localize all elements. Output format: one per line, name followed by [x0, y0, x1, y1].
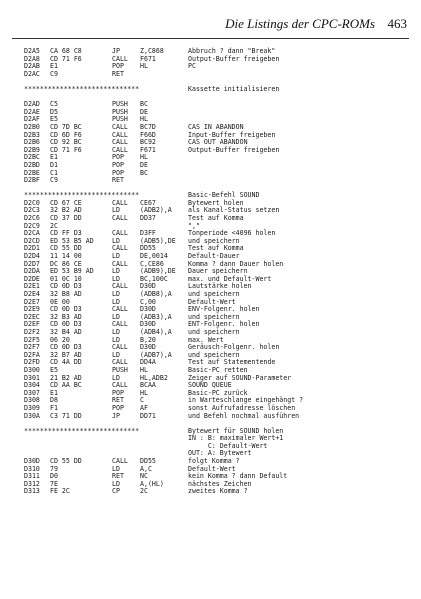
address: D2C6 [24, 214, 40, 223]
operand: C,CE86 [140, 259, 164, 268]
opcode-bytes: CD FF D3 [50, 229, 82, 238]
address: D2AC [24, 69, 40, 78]
mnemonic: JP [112, 411, 120, 420]
address: D2C9 [24, 221, 40, 230]
comment: Bytewert holen [188, 198, 244, 207]
mnemonic: LD [112, 312, 120, 321]
mnemonic: LD [112, 267, 120, 276]
address: D301 [24, 373, 40, 382]
mnemonic: PUSH [112, 107, 128, 116]
opcode-bytes: DC 86 CE [50, 259, 82, 268]
comment: sonst Aufrufadresse löschen [188, 403, 296, 412]
operand: DE,0014 [140, 252, 168, 261]
operand: DD55 [140, 457, 156, 466]
comment: Input-Buffer freigeben [188, 130, 276, 139]
operand: HL [140, 365, 148, 374]
opcode-bytes: 11 14 00 [50, 252, 82, 261]
operand: F671 [140, 54, 156, 63]
operand: D3FF [140, 229, 156, 238]
mnemonic: CALL [112, 305, 128, 314]
opcode-bytes: E1 [50, 62, 58, 71]
comment: und speichern [188, 350, 240, 359]
address: D2E4 [24, 290, 40, 298]
address: D2AE [24, 107, 40, 116]
operand: D30D [140, 305, 156, 314]
mnemonic: CALL [112, 229, 128, 238]
operand: A,C [140, 464, 152, 473]
opcode-bytes: C5 [50, 100, 58, 109]
mnemonic: LD [112, 350, 120, 359]
opcode-bytes: 32 B3 AD [50, 312, 82, 321]
mnemonic: LD [112, 290, 120, 298]
separator-stars: ***************************** [24, 426, 140, 435]
operand: HL [140, 62, 148, 71]
address: D2D1 [24, 244, 40, 253]
mnemonic: POP [112, 160, 124, 169]
assembly-listing [24, 48, 414, 496]
opcode-bytes: CD 0D D3 [50, 305, 82, 314]
operand: AF [140, 403, 148, 412]
mnemonic: POP [112, 153, 124, 162]
operand: C,00 [140, 297, 156, 306]
address: D313 [24, 487, 40, 496]
address: D2E1 [24, 282, 40, 291]
address: D2E9 [24, 305, 40, 314]
address: D2D4 [24, 252, 40, 261]
address: D2AB [24, 62, 40, 71]
operand: (ADB7),A [140, 350, 172, 359]
comment: ENV-Folgenr. holen [188, 305, 260, 314]
comment: Dauer speichern [188, 267, 248, 276]
address: D2BE [24, 168, 40, 177]
opcode-bytes: CD 55 DD [50, 457, 82, 466]
address: D2B9 [24, 145, 40, 154]
operand: HL [140, 153, 148, 162]
comment: C: Default-Wert [188, 441, 268, 450]
mnemonic: PUSH [112, 365, 128, 374]
address: D2B6 [24, 138, 40, 147]
mnemonic: CALL [112, 282, 128, 291]
section-title: Bytewert für SOUND holen [188, 426, 284, 435]
opcode-bytes: CD 7D BC [50, 122, 82, 131]
listing-line [24, 162, 414, 170]
address: D304 [24, 381, 40, 390]
opcode-bytes: D5 [50, 107, 58, 116]
comment: Default-Dauer [188, 252, 240, 261]
mnemonic: CALL [112, 320, 128, 329]
address: D2BD [24, 160, 40, 169]
opcode-bytes: CD 37 DD [50, 214, 82, 223]
mnemonic: RET [112, 396, 124, 405]
opcode-bytes: CD 92 BC [50, 138, 82, 147]
comment: "," [188, 221, 200, 230]
address: D2D7 [24, 259, 40, 268]
mnemonic: CALL [112, 138, 128, 147]
address: D2A5 [24, 47, 40, 55]
comment: Output-Buffer freigeben [188, 145, 280, 154]
opcode-bytes: 06 20 [50, 335, 70, 344]
opcode-bytes: CD 55 DD [50, 244, 82, 253]
comment: und speichern [188, 312, 240, 321]
operand: NC [140, 472, 148, 481]
opcode-bytes: ED 53 B9 AD [50, 267, 94, 276]
mnemonic: CALL [112, 130, 128, 139]
opcode-bytes: CD 0D D3 [50, 343, 82, 352]
address: D2DE [24, 274, 40, 283]
operand: 2C [140, 487, 148, 496]
section-header-line [24, 86, 414, 94]
address: D2F2 [24, 327, 40, 336]
operand: F66D [140, 130, 156, 139]
operand: BC,100C [140, 274, 168, 283]
comment: Basic-PC zurück [188, 388, 248, 397]
opcode-bytes: C9 [50, 176, 58, 185]
mnemonic: RET [112, 69, 124, 78]
comment: max. und Default-Wert [188, 274, 272, 283]
address: D307 [24, 388, 40, 397]
opcode-bytes: E5 [50, 365, 58, 374]
address: D2C3 [24, 206, 40, 215]
mnemonic: LD [112, 464, 120, 473]
mnemonic: POP [112, 168, 124, 177]
mnemonic: LD [112, 252, 120, 261]
address: D2F7 [24, 343, 40, 352]
opcode-bytes: 32 B8 AD [50, 290, 82, 298]
comment: nächstes Zeichen [188, 479, 252, 488]
operand: DD55 [140, 244, 156, 253]
listing-line [24, 101, 414, 109]
operand: F671 [140, 145, 156, 154]
operand: BC7D [140, 122, 156, 131]
listing-line [24, 71, 414, 79]
opcode-bytes: D0 [50, 472, 58, 481]
mnemonic: CALL [112, 358, 128, 367]
comment: Default-Wert [188, 297, 236, 306]
opcode-bytes: 32 B7 AD [50, 350, 82, 359]
opcode-bytes: 21 B2 AD [50, 373, 82, 382]
opcode-bytes: E1 [50, 153, 58, 162]
opcode-bytes: CD 67 CE [50, 198, 82, 207]
opcode-bytes: CA 68 C8 [50, 47, 82, 55]
page-number: 463 [387, 16, 407, 31]
operand: CE67 [140, 198, 156, 207]
header-rule [12, 38, 409, 39]
address: D30A [24, 411, 40, 420]
operand: (ADB5),DE [140, 236, 176, 245]
address: D2BC [24, 153, 40, 162]
operand: DD71 [140, 411, 156, 420]
opcode-bytes: FE 2C [50, 487, 70, 496]
opcode-bytes: CD 0D D3 [50, 320, 82, 329]
comment: SOUND QUEUE [188, 381, 232, 390]
address: D2AD [24, 100, 40, 109]
listing-line [24, 63, 414, 71]
listing-line [24, 56, 414, 64]
comment: Output-Buffer freigeben [188, 54, 280, 63]
opcode-bytes: CD 0D D3 [50, 282, 82, 291]
address: D2B0 [24, 122, 40, 131]
comment: und speichern [188, 236, 240, 245]
comment: IN : B: maximaler Wert+1 [188, 434, 284, 443]
opcode-bytes: 79 [50, 464, 58, 473]
operand: BCAA [140, 381, 156, 390]
operand: D30D [140, 343, 156, 352]
listing-line [24, 488, 414, 496]
operand: DE [140, 160, 148, 169]
operand: DD4A [140, 358, 156, 367]
mnemonic: RET [112, 176, 124, 185]
comment: und speichern [188, 290, 240, 298]
comment: und speichern [188, 327, 240, 336]
mnemonic: PUSH [112, 115, 128, 124]
opcode-bytes: E5 [50, 115, 58, 124]
operand: HL,ADB2 [140, 373, 168, 382]
blank-line [24, 94, 414, 102]
address: D2EF [24, 320, 40, 329]
section-title: Kassette initialisieren [188, 84, 280, 93]
operand: A,(HL) [140, 479, 164, 488]
address: D311 [24, 472, 40, 481]
comment: als Kanal-Status setzen [188, 206, 280, 215]
mnemonic: CALL [112, 381, 128, 390]
listing-line [24, 177, 414, 185]
comment: CAS IN ABANDON [188, 122, 244, 131]
comment: OUT: A: Bytewert [188, 449, 252, 458]
address: D2DA [24, 267, 40, 276]
comment: Test auf Statementende [188, 358, 276, 367]
page-header [0, 14, 421, 34]
comment: PC [188, 62, 196, 71]
operand: HL [140, 388, 148, 397]
operand: D30D [140, 282, 156, 291]
operand: Z,C868 [140, 47, 164, 55]
address: D300 [24, 365, 40, 374]
opcode-bytes: ED 53 B5 AD [50, 236, 94, 245]
comment: Test auf Komma [188, 244, 244, 253]
comment: folgt Komma ? [188, 457, 240, 466]
mnemonic: LD [112, 373, 120, 382]
comment: Basic-PC retten [188, 365, 248, 374]
mnemonic: CALL [112, 343, 128, 352]
mnemonic: LD [112, 236, 120, 245]
opcode-bytes: CD 4A DD [50, 358, 82, 367]
mnemonic: CALL [112, 259, 128, 268]
address: D2F5 [24, 335, 40, 344]
comment: Default-Wert [188, 464, 236, 473]
operand: BC [140, 168, 148, 177]
mnemonic: POP [112, 403, 124, 412]
comment: Lautstärke holen [188, 282, 252, 291]
operand: BC [140, 100, 148, 109]
comment: in Warteschlange eingehängt ? [188, 396, 304, 405]
mnemonic: LD [112, 335, 120, 344]
opcode-bytes: 32 B4 AD [50, 327, 82, 336]
listing-line [24, 147, 414, 155]
opcode-bytes: D1 [50, 160, 58, 169]
comment: Komma ? dann Dauer holen [188, 259, 284, 268]
address: D308 [24, 396, 40, 405]
mnemonic: LD [112, 274, 120, 283]
operand: DE [140, 107, 148, 116]
address: D310 [24, 464, 40, 473]
opcode-bytes: D8 [50, 396, 58, 405]
mnemonic: LD [112, 297, 120, 306]
mnemonic: PUSH [112, 100, 128, 109]
address: D2FA [24, 350, 40, 359]
mnemonic: CALL [112, 457, 128, 466]
address: D2EC [24, 312, 40, 321]
comment: und Befehl nochmal ausführen [188, 411, 300, 420]
opcode-bytes: CD 6D F6 [50, 130, 82, 139]
opcode-bytes: 01 0C 10 [50, 274, 82, 283]
address: D2AF [24, 115, 40, 124]
mnemonic: LD [112, 479, 120, 488]
mnemonic: JP [112, 47, 120, 55]
address: D2CD [24, 236, 40, 245]
comment: CAS OUT ABANDON [188, 138, 248, 147]
operand: BC92 [140, 138, 156, 147]
opcode-bytes: 32 B2 AD [50, 206, 82, 215]
address: D30D [24, 457, 40, 466]
operand: (ADB8),A [140, 290, 172, 298]
listing-line [24, 413, 414, 421]
opcode-bytes: F1 [50, 403, 58, 412]
address: D2C0 [24, 198, 40, 207]
header-title: Die Listings der CPC-ROMs [225, 16, 375, 31]
operand: B,20 [140, 335, 156, 344]
listing-line [24, 109, 414, 117]
operand: DD37 [140, 214, 156, 223]
address: D2CA [24, 229, 40, 238]
opcode-bytes: C1 [50, 168, 58, 177]
mnemonic: CALL [112, 244, 128, 253]
section-title: Basic-Befehl SOUND [188, 191, 260, 200]
comment: Zeiger auf SOUND-Parameter [188, 373, 292, 382]
operand: (ADB4),A [140, 327, 172, 336]
comment: Tonperiode <4096 holen [188, 229, 276, 238]
mnemonic: CALL [112, 145, 128, 154]
mnemonic: LD [112, 206, 120, 215]
address: D2E7 [24, 297, 40, 306]
opcode-bytes: 2C [50, 221, 58, 230]
separator-stars: ***************************** [24, 84, 140, 93]
address: D2BF [24, 176, 40, 185]
opcode-bytes: CD 71 F6 [50, 145, 82, 154]
address: D312 [24, 479, 40, 488]
address: D2FD [24, 358, 40, 367]
opcode-bytes: CD 71 F6 [50, 54, 82, 63]
opcode-bytes: CD AA BC [50, 381, 82, 390]
listing-line [24, 154, 414, 162]
listing-line [24, 170, 414, 178]
address: D309 [24, 403, 40, 412]
mnemonic: LD [112, 327, 120, 336]
comment: ENT-Folgenr. holen [188, 320, 260, 329]
opcode-bytes: C3 71 DD [50, 411, 82, 420]
mnemonic: CALL [112, 214, 128, 223]
opcode-bytes: C9 [50, 69, 58, 78]
comment: Abbruch ? dann "Break" [188, 47, 276, 55]
address: D2B3 [24, 130, 40, 139]
comment: max. Wert [188, 335, 224, 344]
mnemonic: CP [112, 487, 120, 496]
separator-stars: ***************************** [24, 191, 140, 200]
opcode-bytes: E1 [50, 388, 58, 397]
comment: kein Komma ? dann Default [188, 472, 288, 481]
listing-line [24, 215, 414, 223]
mnemonic: CALL [112, 54, 128, 63]
operand: (ADB9),DE [140, 267, 176, 276]
mnemonic: POP [112, 62, 124, 71]
mnemonic: RET [112, 472, 124, 481]
operand: (ADB3),A [140, 312, 172, 321]
operand: (ADB2),A [140, 206, 172, 215]
comment: Test auf Komma [188, 214, 244, 223]
mnemonic: CALL [112, 122, 128, 131]
mnemonic: POP [112, 388, 124, 397]
opcode-bytes: 0E 00 [50, 297, 70, 306]
operand: HL [140, 115, 148, 124]
operand: C [140, 396, 144, 405]
comment: zweites Komma ? [188, 487, 248, 496]
address: D2A8 [24, 54, 40, 63]
operand: D30D [140, 320, 156, 329]
opcode-bytes: 7E [50, 479, 58, 488]
mnemonic: CALL [112, 198, 128, 207]
comment: Geräusch-Folgenr. holen [188, 343, 280, 352]
